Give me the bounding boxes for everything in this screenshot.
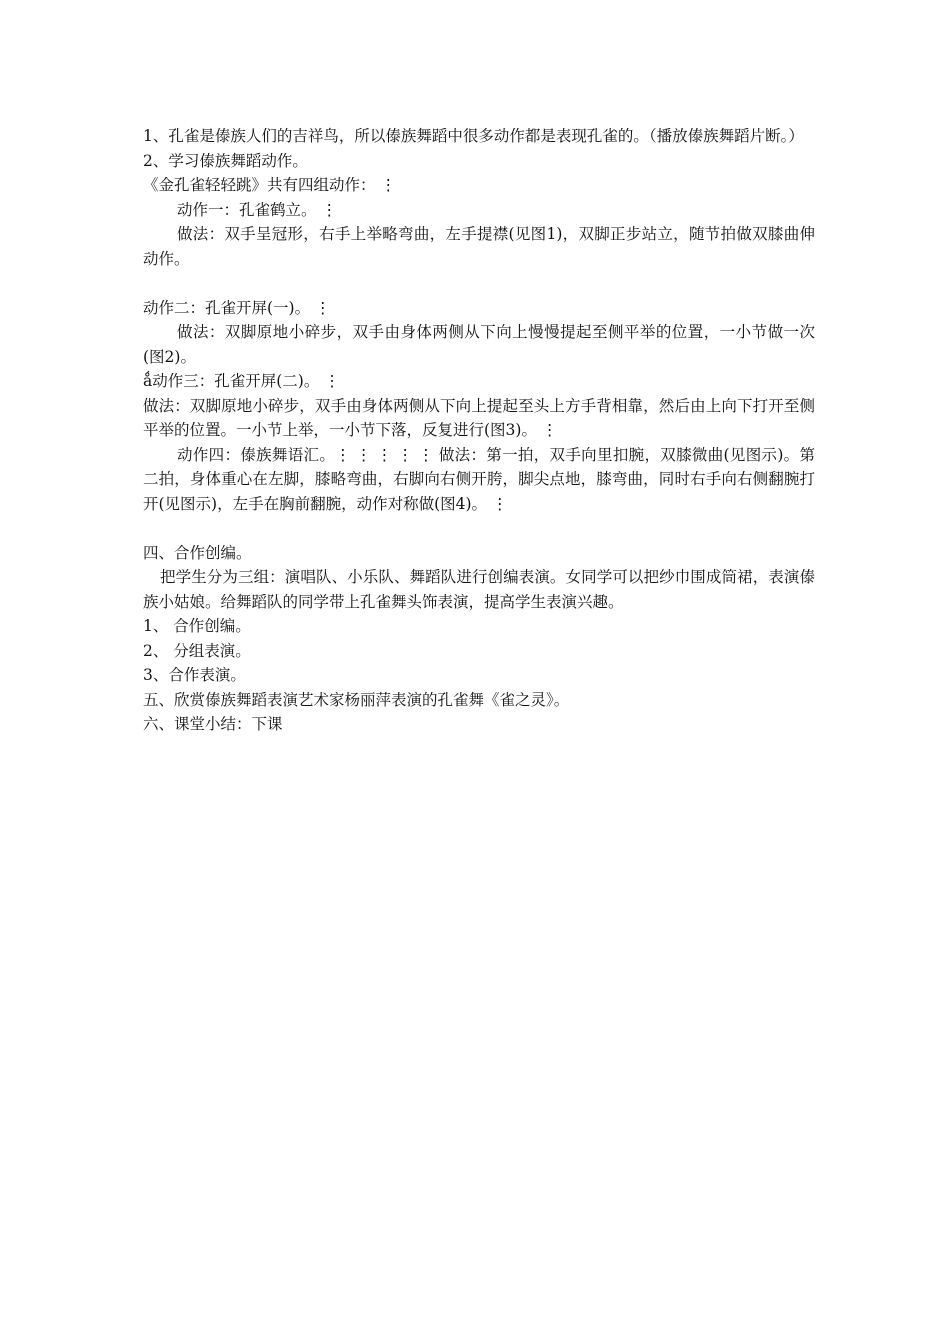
paragraph-method-three: 做法：双脚原地小碎步，双手由身体两侧从下向上提起至头上方手背相靠，然后由上向下打开至侧平举的位置。一小节上举，一小节下落，反复进行(图3)。 ⋮ xyxy=(143,396,815,439)
heading-appreciate: 五、欣赏傣族舞蹈表演艺术家杨丽萍表演的孔雀舞《雀之灵》。 xyxy=(143,690,570,709)
blank-line xyxy=(143,271,815,296)
ellipsis-marker: ⋮ xyxy=(492,494,508,513)
paragraph-method-one: 做法：双手呈冠形，右手上举略弯曲，左手提襟(见图1)，双脚正步站立，随节拍做双膝曲伸动作。 xyxy=(143,225,815,268)
ellipsis-marker: ⋮ xyxy=(324,372,340,390)
paragraph-groups: 把学生分为三组：演唱队、小乐队、舞蹈队进行创编表演。女同学可以把纱巾围成筒裙，表演傣族小姑娘。给舞蹈队的同学带上孔雀舞头饰表演，提高学生表演兴趣。 xyxy=(143,568,815,611)
paragraph-learn-dance: 2、学习傣族舞蹈动作。 xyxy=(143,151,308,170)
ellipsis-marker: ⋮ xyxy=(321,200,337,219)
ellipsis-marker: ⋮ xyxy=(380,176,396,194)
heading-summary: 六、课堂小结：下课 xyxy=(143,715,283,733)
paragraph-action-two: 动作二：孔雀开屏(一)。 ⋮ xyxy=(143,298,331,317)
blank-line xyxy=(143,516,815,541)
paragraph-method-two: 做法：双脚原地小碎步，双手由身体两侧从下向上慢慢提起至侧平举的位置，一小节做一次(图2)。 xyxy=(143,323,815,366)
paragraph-action-three: ǻ动作三：孔雀开屏(二)。 ⋮ xyxy=(143,372,340,390)
ellipsis-marker: ⋮ xyxy=(541,421,558,439)
ellipsis-marker: ⋮ xyxy=(315,298,331,317)
list-item-perform-groups: 2、 分组表演。 xyxy=(143,641,251,660)
paragraph-intro: 1、孔雀是傣族人们的吉祥鸟，所以傣族舞蹈中很多动作都是表现孔雀的。（播放傣族舞蹈片断。） xyxy=(143,127,804,145)
paragraph-four-groups: 《金孔雀轻轻跳》共有四组动作： ⋮ xyxy=(143,176,396,194)
paragraph-action-four: 动作四：傣族舞语汇。⋮ ⋮ ⋮ ⋮ ⋮ 做法：第一拍，双手向里扣腕，双膝微曲(见图示)。第二拍，身体重心在左脚，膝略弯曲，右脚向右侧开胯，脚尖点地，膝弯曲，同时右手向右侧翻腕打开(见图示)，左手在胸前翻腕，动作对称做(图4)。 ⋮ xyxy=(143,445,815,513)
heading-cooperative-creation: 四、合作创编。 xyxy=(143,543,252,562)
paragraph-action-one: 动作一：孔雀鹤立。 ⋮ xyxy=(177,200,337,219)
document-page xyxy=(143,124,815,737)
list-item-perform-together: 3、合作表演。 xyxy=(143,666,246,684)
list-item-create: 1、 合作创编。 xyxy=(143,617,251,635)
